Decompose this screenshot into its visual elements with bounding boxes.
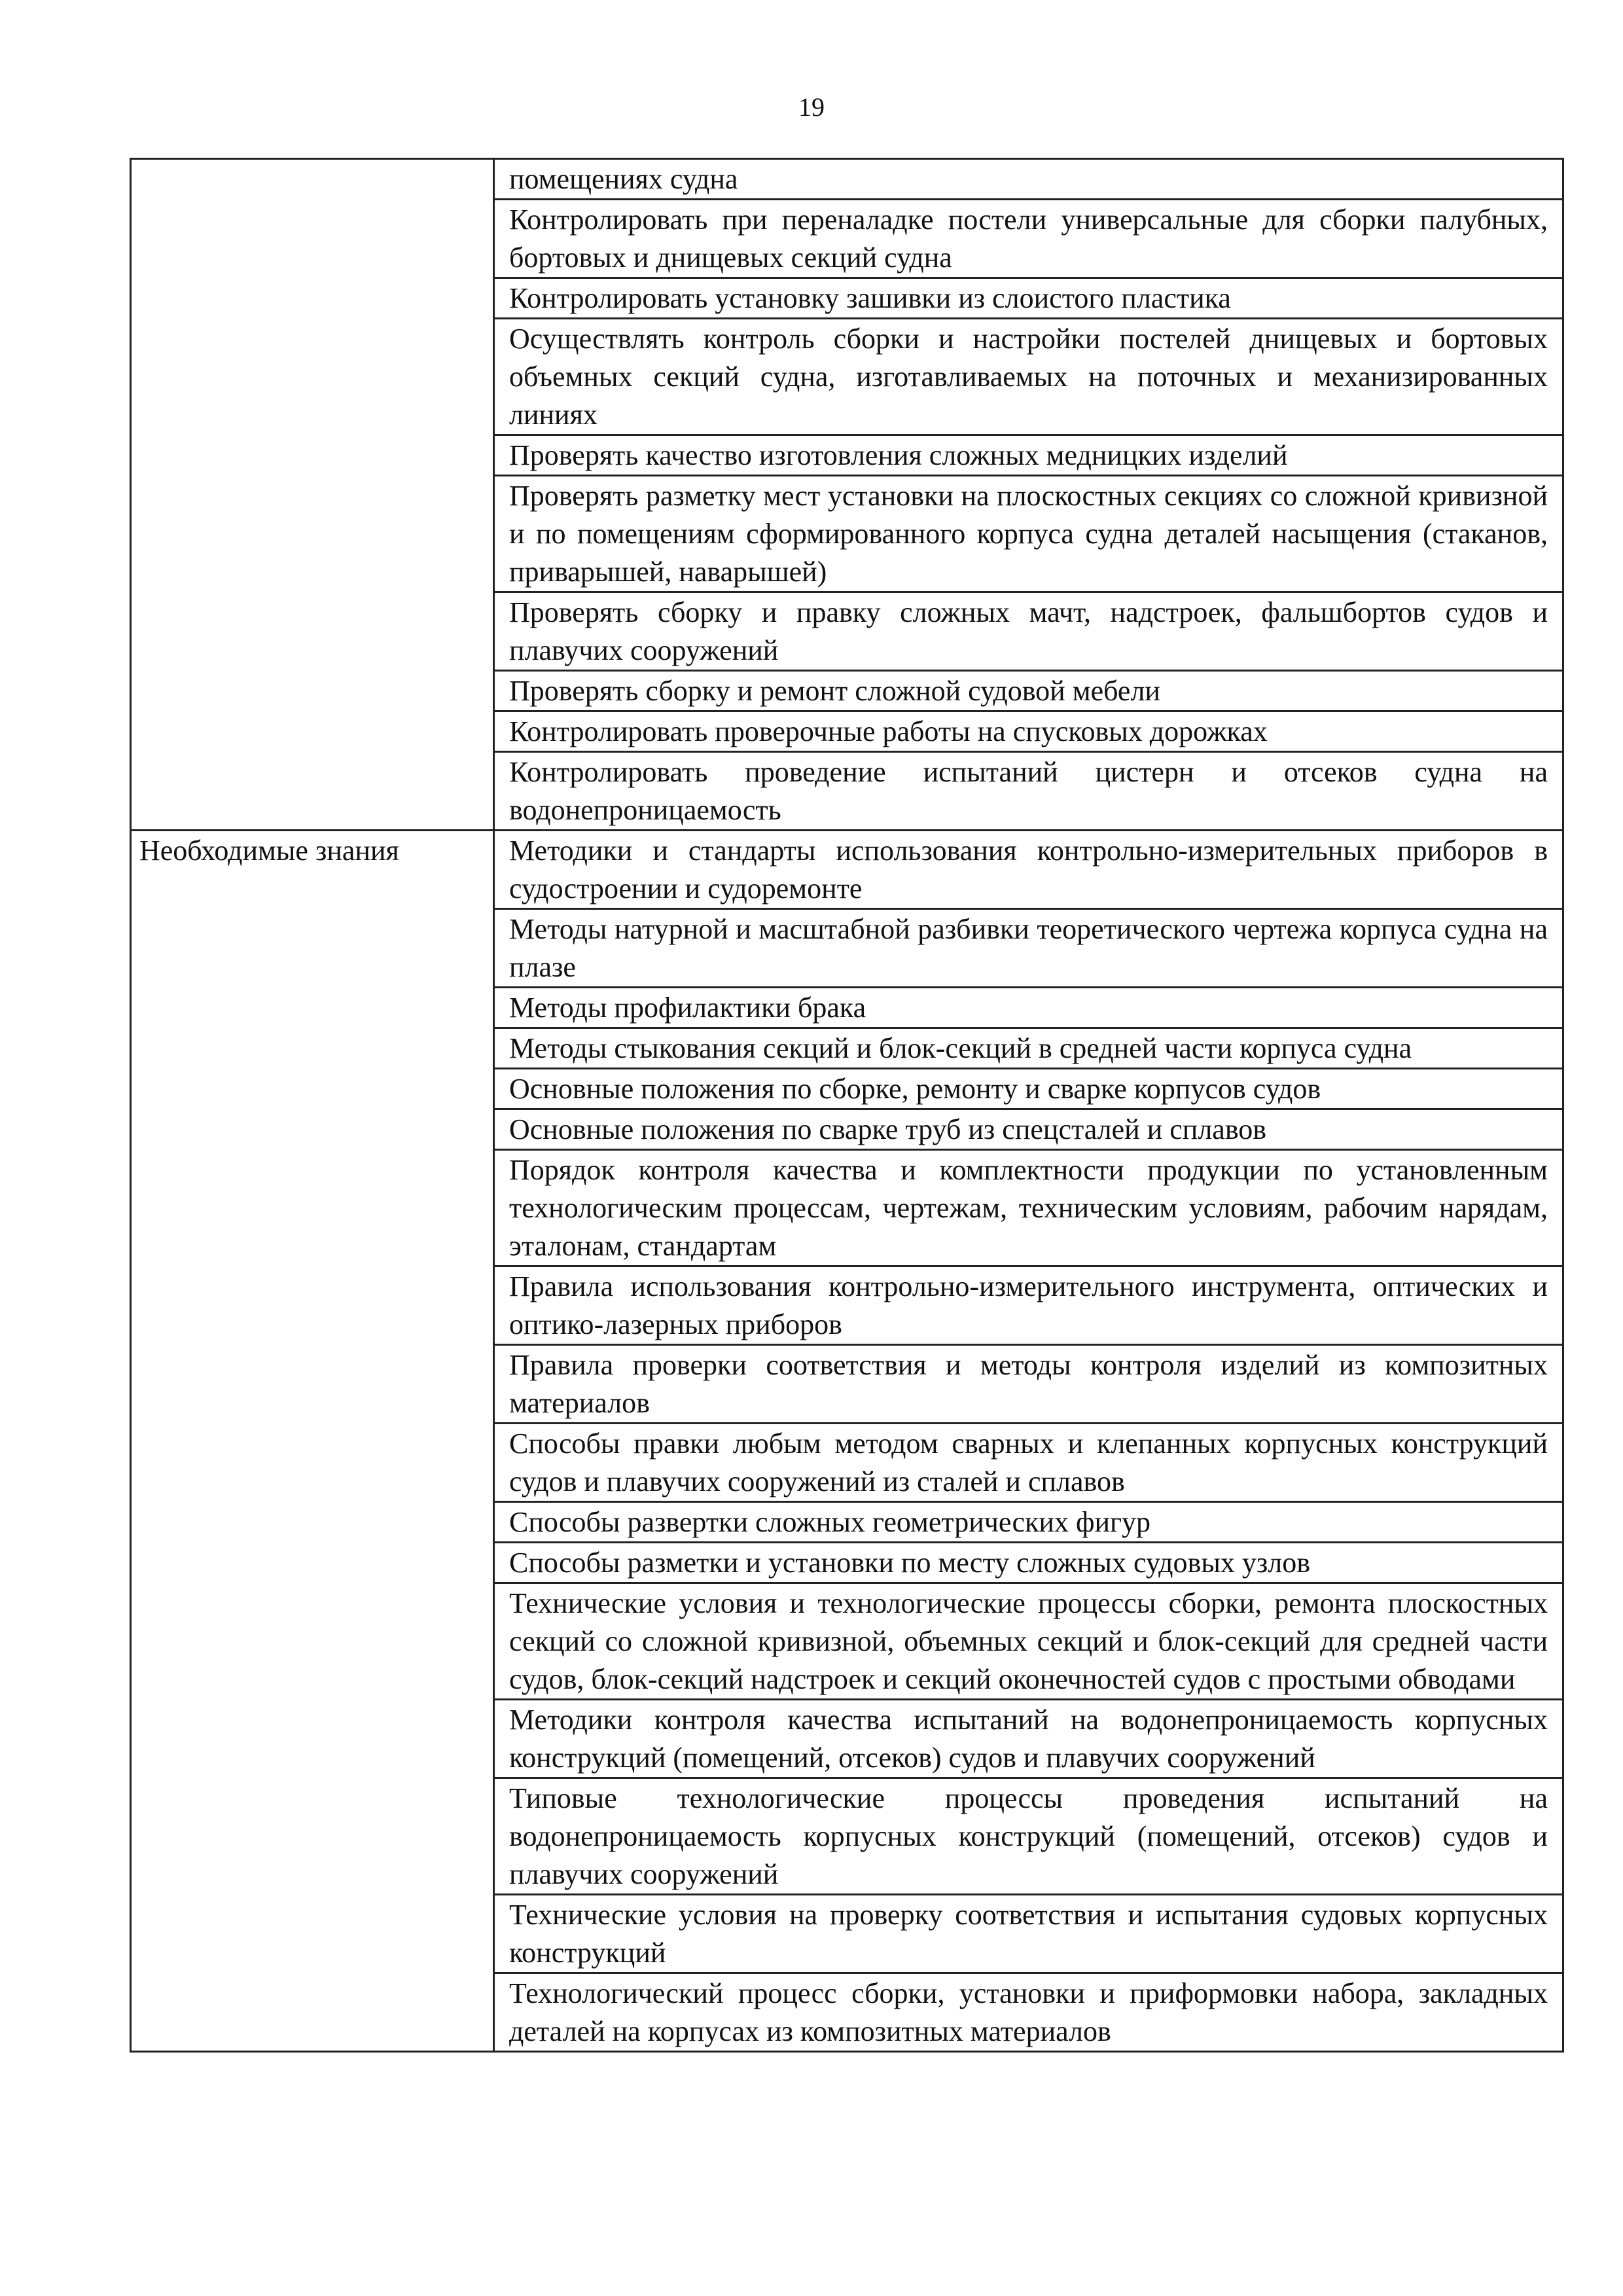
skills-item-cell: Контролировать проверочные работы на спусковых дорожках bbox=[494, 711, 1563, 752]
knowledge-item-cell: Порядок контроля качества и комплектности продукции по установленным технологическим процессам, чертежам, техническим условиям, рабочим нарядам, эталонам, стандартам bbox=[494, 1150, 1563, 1266]
skills-item-cell: Проверять качество изготовления сложных медницких изделий bbox=[494, 435, 1563, 476]
knowledge-item-cell: Правила использования контрольно-измерительного инструмента, оптических и оптико-лазерных приборов bbox=[494, 1266, 1563, 1345]
skills-item-cell: Контролировать проведение испытаний цистерн и отсеков судна на водонепроницаемость bbox=[494, 752, 1563, 831]
skills-item-cell: Контролировать установку зашивки из слоистого пластика bbox=[494, 278, 1563, 319]
page-number: 19 bbox=[798, 92, 825, 122]
knowledge-item-cell: Способы развертки сложных геометрических фигур bbox=[494, 1502, 1563, 1543]
knowledge-item-cell: Методики и стандарты использования контрольно-измерительных приборов в судостроении и судоремонте bbox=[494, 831, 1563, 909]
skills-item-cell: помещениях судна bbox=[494, 159, 1563, 200]
knowledge-item-cell: Технические условия на проверку соответствия и испытания судовых корпусных конструкций bbox=[494, 1895, 1563, 1973]
knowledge-item-cell: Технические условия и технологические процессы сборки, ремонта плоскостных секций со сложной кривизной, объемных секций и блок-секций для средней части судов, блок-секций надстроек и секций оконечностей судов с простыми обводами bbox=[494, 1583, 1563, 1700]
knowledge-item-cell: Методы натурной и масштабной разбивки теоретического чертежа корпуса судна на плазе bbox=[494, 909, 1563, 988]
knowledge-item-cell: Способы правки любым методом сварных и клепанных корпусных конструкций судов и плавучих сооружений из сталей и сплавов bbox=[494, 1424, 1563, 1502]
knowledge-section-label: Необходимые знания bbox=[131, 831, 494, 2052]
skills-row bbox=[131, 159, 1563, 200]
knowledge-item-cell: Методы стыкования секций и блок-секций в средней части корпуса судна bbox=[494, 1028, 1563, 1069]
skills-item-cell: Проверять сборку и ремонт сложной судовой мебели bbox=[494, 671, 1563, 711]
skills-item-cell: Проверять сборку и правку сложных мачт, надстроек, фальшбортов судов и плавучих сооружений bbox=[494, 592, 1563, 671]
knowledge-item-cell: Основные положения по сборке, ремонту и сварке корпусов судов bbox=[494, 1069, 1563, 1109]
requirements-table bbox=[130, 158, 1564, 2053]
knowledge-row bbox=[131, 831, 1563, 909]
skills-item-cell: Проверять разметку мест установки на плоскостных секциях со сложной кривизной и по помещениям сформированного корпуса судна деталей насыщения (стаканов, приварышей, наварышей) bbox=[494, 476, 1563, 592]
knowledge-item-cell: Правила проверки соответствия и методы контроля изделий из композитных материалов bbox=[494, 1345, 1563, 1424]
skills-section-label bbox=[131, 159, 494, 831]
table-body bbox=[131, 159, 1563, 2052]
knowledge-item-cell: Основные положения по сварке труб из спецсталей и сплавов bbox=[494, 1109, 1563, 1150]
skills-item-cell: Контролировать при переналадке постели универсальные для сборки палубных, бортовых и днищевых секций судна bbox=[494, 200, 1563, 278]
skills-item-cell: Осуществлять контроль сборки и настройки постелей днищевых и бортовых объемных секций судна, изготавливаемых на поточных и механизированных линиях bbox=[494, 319, 1563, 435]
knowledge-item-cell: Типовые технологические процессы проведения испытаний на водонепроницаемость корпусных конструкций (помещений, отсеков) судов и плавучих сооружений bbox=[494, 1778, 1563, 1895]
knowledge-item-cell: Способы разметки и установки по месту сложных судовых узлов bbox=[494, 1543, 1563, 1583]
knowledge-item-cell: Технологический процесс сборки, установки и приформовки набора, закладных деталей на корпусах из композитных материалов bbox=[494, 1973, 1563, 2052]
knowledge-item-cell: Методики контроля качества испытаний на водонепроницаемость корпусных конструкций (помещений, отсеков) судов и плавучих сооружений bbox=[494, 1700, 1563, 1778]
knowledge-item-cell: Методы профилактики брака bbox=[494, 988, 1563, 1028]
